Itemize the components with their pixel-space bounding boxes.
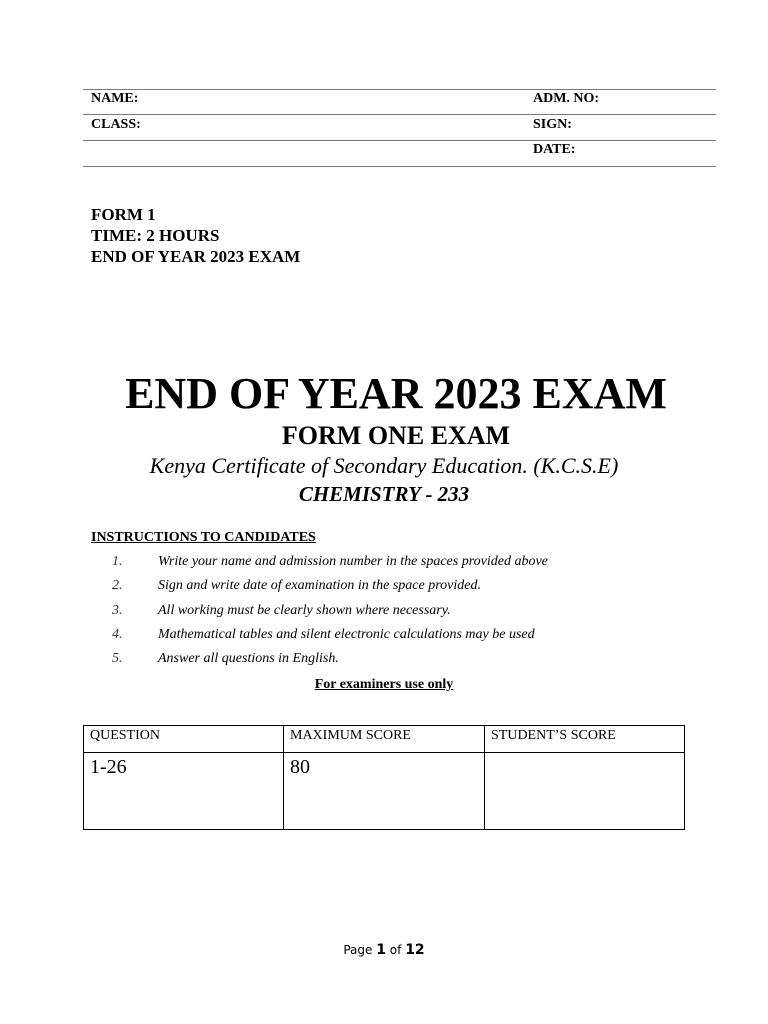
list-item-number: 4. (112, 627, 123, 642)
list-item-text: Mathematical tables and silent electronic calculations may be used (158, 627, 535, 642)
list-item-number: 2. (112, 578, 123, 593)
table-header-row (84, 726, 685, 753)
current-page-number: 1 (376, 942, 386, 958)
class-label: CLASS: (91, 117, 141, 132)
question-cell: 1-26 (84, 753, 284, 830)
list-item-number: 5. (112, 651, 123, 666)
header-rule-bottom (83, 166, 716, 167)
page-subtitle: FORM ONE EXAM (281, 421, 511, 450)
page-footer (0, 941, 768, 959)
list-item-text: Write your name and admission number in the spaces provided above (158, 554, 548, 569)
list-item (0, 625, 768, 645)
form-label: FORM 1 (91, 205, 156, 224)
sign-label: SIGN: (533, 117, 572, 132)
column-header-max-score: MAXIMUM SCORE (284, 726, 485, 753)
list-item-text: Sign and write date of examination in the space provided. (158, 578, 481, 593)
max-score-cell: 80 (284, 753, 485, 830)
list-item-number: 3. (112, 603, 123, 618)
subject-line: CHEMISTRY - 233 (298, 482, 470, 506)
header-rule-2 (83, 114, 716, 115)
list-item (0, 576, 768, 596)
certificate-line: Kenya Certificate of Secondary Education. (K.C.S.E) (149, 453, 619, 478)
list-item (0, 649, 768, 669)
column-header-student-score: STUDENT’S SCORE (485, 726, 685, 753)
name-label: NAME: (91, 91, 139, 106)
list-item (0, 552, 768, 572)
score-table (83, 725, 685, 830)
examiners-heading-text: For examiners use only (314, 677, 454, 692)
examiners-heading (0, 677, 768, 693)
list-item-number: 1. (112, 554, 123, 569)
instructions-heading: INSTRUCTIONS TO CANDIDATES (91, 530, 316, 545)
total-pages-number: 12 (405, 942, 425, 958)
page-title: END OF YEAR 2023 EXAM (125, 369, 667, 418)
list-item-text: All working must be clearly shown where necessary. (158, 603, 451, 618)
date-label: DATE: (533, 142, 576, 157)
list-item-text: Answer all questions in English. (158, 651, 339, 666)
exam-label: END OF YEAR 2023 EXAM (91, 247, 301, 266)
header-rule-3 (83, 140, 716, 141)
column-header-question: QUESTION (84, 726, 284, 753)
student-score-cell[interactable] (485, 753, 685, 830)
page-word: Page (343, 943, 373, 957)
list-item (0, 601, 768, 621)
of-word: of (389, 943, 402, 957)
table-row (84, 753, 685, 830)
time-label: TIME: 2 HOURS (91, 226, 220, 245)
adm-no-label: ADM. NO: (533, 91, 600, 106)
header-rule-top (83, 89, 716, 90)
